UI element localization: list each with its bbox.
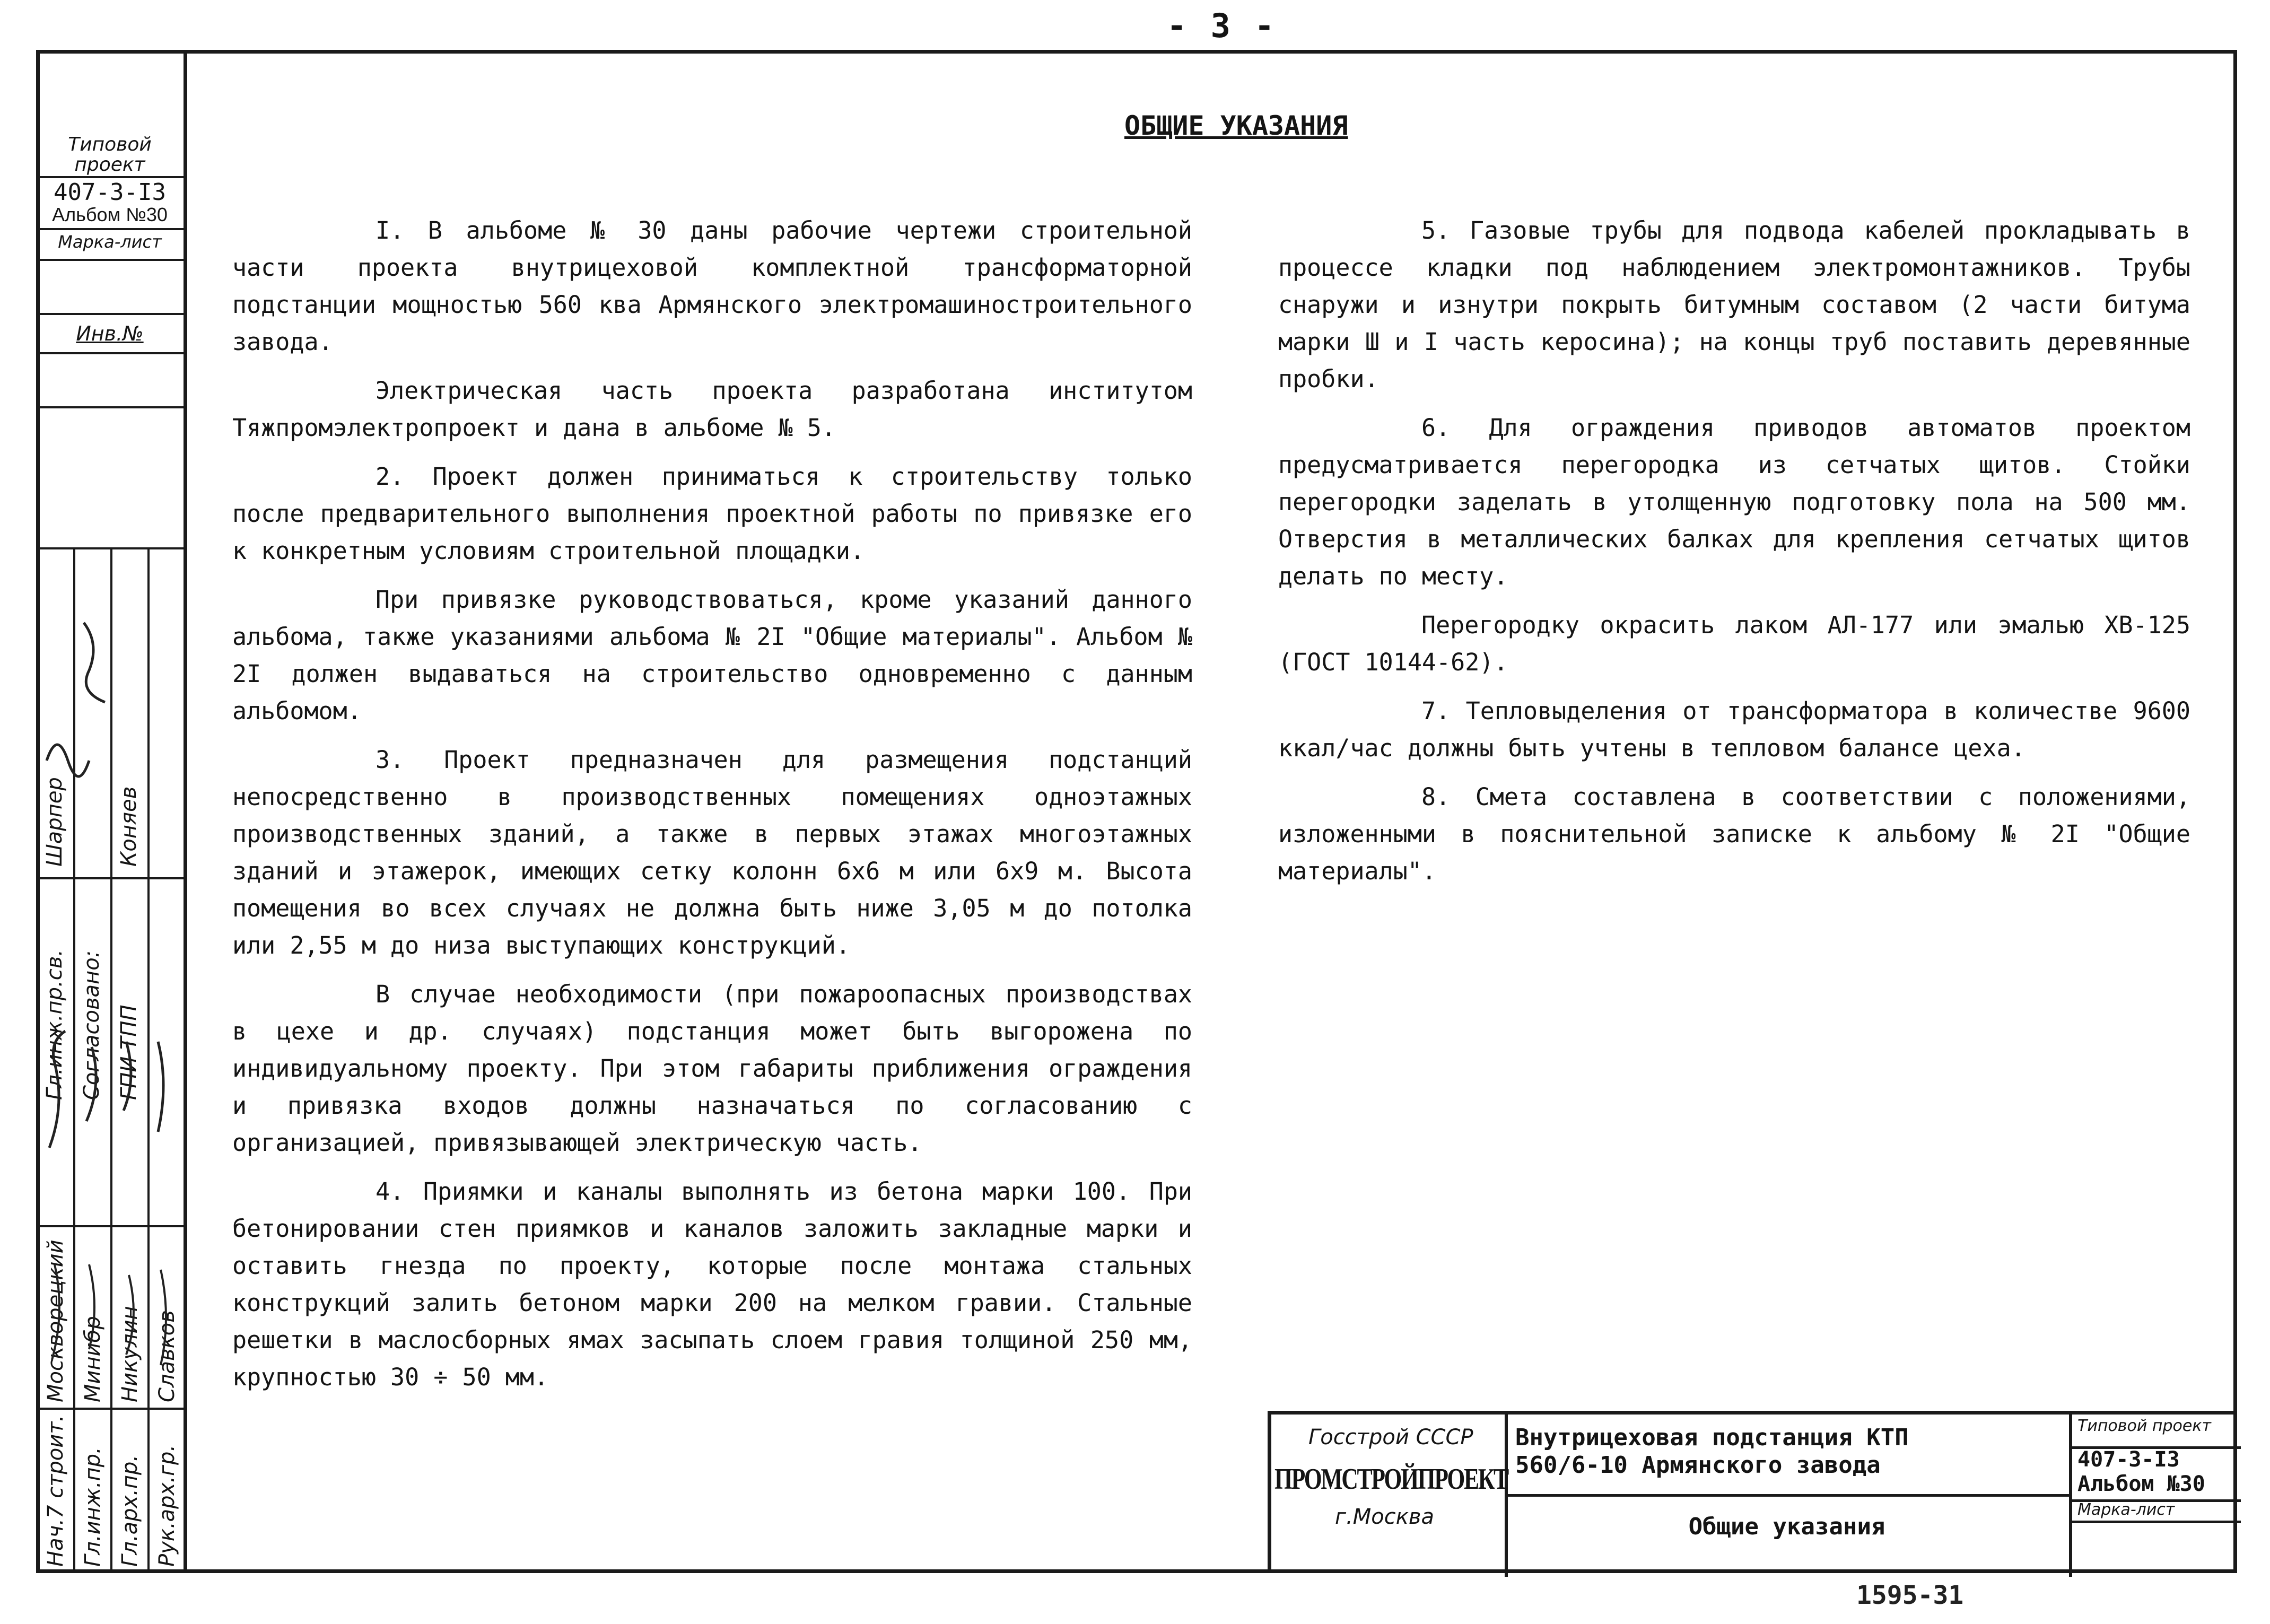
strip-upper-name-2: Коняев — [117, 786, 141, 867]
strip-role-1: Нач.7 строит. — [43, 1415, 68, 1567]
paragraph-3: 3. Проект предназначен для размещения подстанций непосредственно в производственных помещениях одноэтажных производственных зданий, а также в первых этажах многоэтажных зданий и этажерок, имеющих сетку колонн 6х6 м или 6х9 м. Высота помещения во всех случаях не должна быть ниже 3,05 м до потолка или 2,55 м до низа выступающих конструкций. — [232, 746, 1192, 959]
tb-org-line3: г.Москва — [1335, 1505, 1434, 1529]
strip-inv-no: Инв.№ — [76, 322, 144, 345]
strip-role-3: Гл.арх.пр. — [118, 1454, 142, 1567]
side-strip — [36, 50, 187, 1573]
strip-role-4: Рук.арх.гр. — [155, 1444, 179, 1567]
tb-mark-sheet: Марка-лист — [2077, 1500, 2175, 1519]
strip-upper-role-1: Гл.инж.пр.св. — [42, 949, 67, 1100]
left-text-column — [232, 212, 1192, 1408]
signature-scribbles — [36, 591, 184, 1397]
title-block — [1268, 1411, 2237, 1573]
paragraph-6: 6. Для ограждения приводов автоматов проектом предусматривается перегородка из сетчатых щитов. Стойки перегородки заделать в утолщенную подготовку пола на 500 мм. Отверстия в металлических балках для крепления сетчатых щитов делать по месту. — [1278, 414, 2190, 590]
paragraph-3b: В случае необходимости (при пожароопасных производствах в цехе и др. случаях) подстанция может быть выгорожена по индивидуальному проекту. При этом габариты приближения ограждения и привязка входов должны назначаться по согласованию с организацией, привязывающей электрическую часть. — [232, 980, 1192, 1157]
paragraph-2b: При привязке руководствоваться, кроме указаний данного альбома, также указаниями альбома № 2I "Общие материалы". Альбом № 2I должен выдаваться на строительство одновременно с данным альбомом. — [232, 586, 1192, 725]
tb-object-name: Внутрицеховая подстанция КТП 560/6-10 Армянского завода — [1515, 1424, 1909, 1479]
tb-org-line1: Госстрой СССР — [1308, 1425, 1473, 1450]
strip-agreed: Согласовано: — [80, 950, 104, 1100]
strip-album: Альбом №30 — [52, 204, 168, 225]
strip-name-1: Москворецкий — [43, 1239, 68, 1402]
paragraph-1: I. В альбоме № 30 даны рабочие чертежи строительной части проекта внутрицеховой комплектной трансформаторной подстанции мощностью 560 ква Армянского электромашиностроительного завода. — [232, 216, 1192, 356]
stamp-number: 1595-31 — [1856, 1581, 1964, 1610]
strip-project-code: 407-3-I3 — [54, 179, 166, 206]
right-text-column — [1278, 212, 2190, 902]
paragraph-5: 5. Газовые трубы для подвода кабелей прокладывать в процессе кладки под наблюдением электромонтажников. Трубы снаружи и изнутри покрыть битумным составом (2 части битума марки Ш и I часть керосина); на концы труб поставить деревянные пробки. — [1278, 216, 2190, 393]
paragraph-6b: Перегородку окрасить лаком АЛ-177 или эмалью ХВ-125 (ГОСТ 10144-62). — [1278, 611, 2190, 676]
paragraph-1b: Электрическая часть проекта разработана институтом Тяжпромэлектропроект и дана в альбоме № 5. — [232, 377, 1192, 442]
strip-name-4: Славков — [155, 1310, 179, 1402]
strip-upper-name-1: Шарпер — [42, 777, 67, 867]
document-title: ОБЩИЕ УКАЗАНИЯ — [1124, 110, 1348, 141]
strip-name-2: Минибр — [81, 1316, 105, 1402]
strip-role-2: Гл.инж.пр. — [81, 1447, 105, 1567]
strip-mark-sheet: Марка-лист — [58, 232, 162, 252]
strip-project-label: Типовой проект — [68, 134, 152, 176]
tb-org-line2: ПРОМСТРОЙПРОЕКТ — [1274, 1463, 1508, 1496]
tb-project-code: 407-3-I3 — [2077, 1447, 2180, 1472]
tb-album: Альбом №30 — [2077, 1472, 2205, 1496]
strip-upper-role-2: ГПИ ТПП — [117, 1005, 141, 1100]
tb-project-label: Типовой проект — [2077, 1417, 2211, 1435]
tb-sheet-title: Общие указания — [1688, 1513, 1885, 1540]
strip-name-3: Никулин — [118, 1306, 142, 1402]
page-number: - 3 - — [1167, 6, 1277, 45]
paragraph-8: 8. Смета составлена в соответствии с положениями, изложенными в пояснительной записке к альбому № 2I "Общие материалы". — [1278, 783, 2190, 885]
paragraph-7: 7. Тепловыделения от трансформатора в количестве 9600 ккал/час должны быть учтены в тепловом балансе цеха. — [1278, 697, 2190, 762]
paragraph-2: 2. Проект должен приниматься к строительству только после предварительного выполнения проектной работы по привязке его к конкретным условиям строительной площадки. — [232, 462, 1192, 565]
paragraph-4: 4. Приямки и каналы выполнять из бетона марки 100. При бетонировании стен приямков и каналов заложить закладные марки и оставить гнезда по проекту, которые после монтажа стальных конструкций залить бетоном марки 200 на мелком гравии. Стальные решетки в маслосборных ямах засыпать слоем гравия толщиной 250 мм, крупностью 30 ÷ 50 мм. — [232, 1177, 1192, 1391]
